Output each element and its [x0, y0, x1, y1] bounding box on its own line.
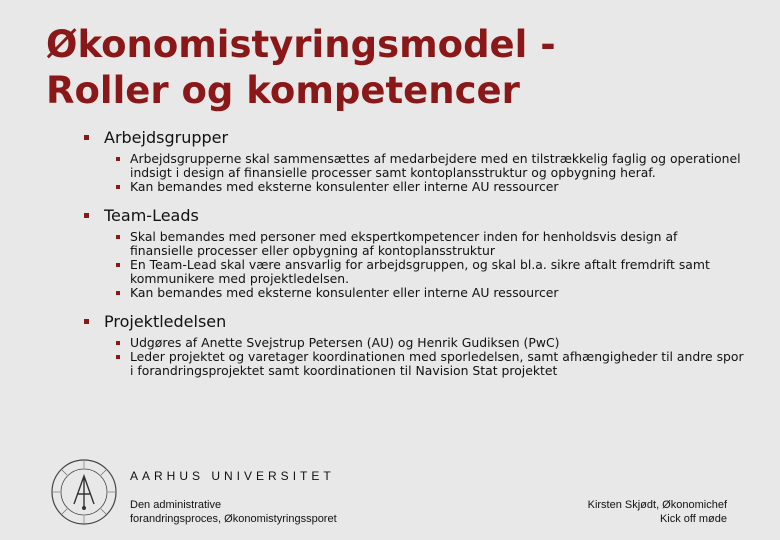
bullet-icon	[116, 341, 120, 345]
bullet-icon	[84, 213, 89, 218]
title-line-1: Økonomistyringsmodel -	[46, 23, 556, 66]
author-line-1: Kirsten Skjødt, Økonomichef	[587, 499, 727, 511]
list-item	[116, 258, 744, 286]
bullet-icon	[116, 263, 120, 267]
aarhus-university-seal-icon	[50, 458, 118, 526]
section-heading	[84, 206, 744, 226]
item-text: Kan bemandes med eksterne konsulenter eller interne AU ressourcer	[130, 285, 559, 300]
sub-list	[116, 152, 744, 194]
bullet-icon	[116, 185, 120, 189]
slide-title	[46, 22, 766, 114]
bullet-icon	[116, 291, 120, 295]
list-item	[116, 350, 744, 378]
section-heading	[84, 312, 744, 332]
bullet-icon	[84, 319, 89, 324]
section-heading	[84, 128, 744, 148]
item-text: En Team-Lead skal være ansvarlig for arbejdsgruppen, og skal bl.a. sikre aftalt fremdrift samt kommunikere med projektledelsen.	[130, 257, 710, 286]
section-projektledelsen	[84, 312, 744, 378]
list-item	[116, 230, 744, 258]
item-text: Leder projektet og varetager koordinationen med sporledelsen, samt afhængigheder til andre spor i forandringsprojektet samt koordinationen til Navision Stat projektet	[130, 349, 744, 378]
bullet-icon	[116, 157, 120, 161]
bullet-icon	[116, 235, 120, 239]
university-name: AARHUS UNIVERSITET	[130, 469, 335, 483]
bullet-icon	[84, 135, 89, 140]
author-text	[467, 498, 727, 526]
list-item	[116, 180, 744, 194]
sub-list	[116, 336, 744, 378]
item-text: Arbejdsgrupperne skal sammensættes af medarbejdere med en tilstrækkelig faglig og operationel indsigt i design af finansielle processer samt kontoplansstruktur og opbygning heraf.	[130, 151, 741, 180]
heading-text: Projektledelsen	[104, 312, 227, 331]
item-text: Skal bemandes med personer med ekspertkompetencer inden for henholdsvis design af finansielle processer eller opbygning af kontoplansstruktur	[130, 229, 678, 258]
title-line-2: Roller og kompetencer	[46, 69, 520, 112]
slide-content	[84, 128, 744, 390]
heading-text: Arbejdsgrupper	[104, 128, 229, 147]
section-arbejdsgrupper	[84, 128, 744, 194]
author-line-2: Kick off møde	[659, 513, 727, 525]
list-item	[116, 152, 744, 180]
department-line-2: forandringsproces, Økonomistyringssporet	[130, 513, 337, 525]
list-item	[116, 336, 744, 350]
bullet-icon	[116, 355, 120, 359]
section-team-leads	[84, 206, 744, 300]
item-text: Udgøres af Anette Svejstrup Petersen (AU) og Henrik Gudiksen (PwC)	[130, 335, 560, 350]
list-item	[116, 286, 744, 300]
sub-list	[116, 230, 744, 300]
item-text: Kan bemandes med eksterne konsulenter eller interne AU ressourcer	[130, 179, 559, 194]
heading-text: Team-Leads	[104, 206, 199, 225]
department-line-1: Den administrative	[130, 499, 222, 511]
department-text	[130, 498, 430, 526]
